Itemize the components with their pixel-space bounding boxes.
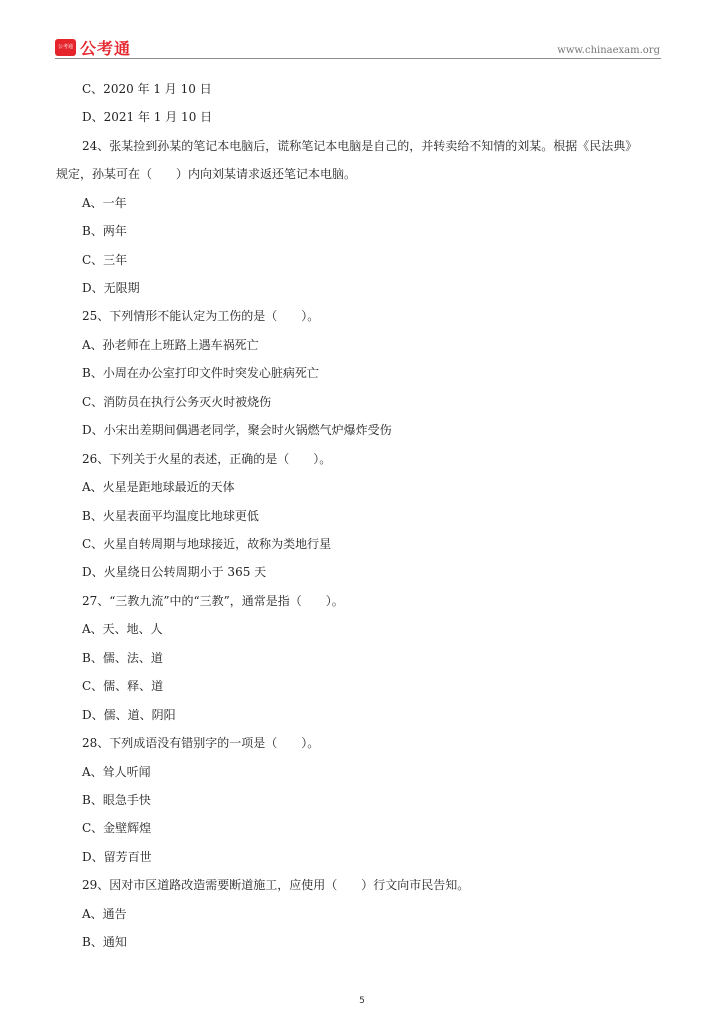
q25-option-d: D、小宋出差期间偶遇老同学，聚会时火锅燃气炉爆炸受伤 xyxy=(82,423,392,437)
q29-stem: 29、因对市区道路改造需要断道施工，应使用（ ）行文向市民告知。 xyxy=(82,878,470,892)
q28-option-c: C、金壁辉煌 xyxy=(82,821,152,835)
header-divider xyxy=(55,58,661,59)
q28-option-b: B、眼急手快 xyxy=(82,793,151,807)
q24-stem-line-1: 24、张某捡到孙某的笔记本电脑后，谎称笔记本电脑是自己的，并转卖给不知情的刘某。根据《民法典》 xyxy=(82,139,638,153)
q24-option-b: B、两年 xyxy=(82,224,127,238)
q28-option-d: D、留芳百世 xyxy=(82,850,152,864)
q29-option-a: A、通告 xyxy=(82,907,127,921)
page-number: 5 xyxy=(359,996,365,1006)
q24-option-c: C、三年 xyxy=(82,253,128,267)
q27-stem: 27、“三教九流”中的“三教”，通常是指（ ）。 xyxy=(82,594,344,608)
logo[interactable] xyxy=(55,36,131,59)
q25-option-a: A、孙老师在上班路上遇车祸死亡 xyxy=(82,338,259,352)
q29-option-b: B、通知 xyxy=(82,935,127,949)
q23-option-d: D、2021 年 1 月 10 日 xyxy=(82,110,213,124)
q24-option-a: A、一年 xyxy=(82,196,127,210)
q26-option-a: A、火星是距地球最近的天体 xyxy=(82,480,235,494)
q23-option-c: C、2020 年 1 月 10 日 xyxy=(82,82,212,96)
q27-option-a: A、天、地、人 xyxy=(82,622,163,636)
q28-stem: 28、下列成语没有错别字的一项是（ ）。 xyxy=(82,736,320,750)
q24-option-d: D、无限期 xyxy=(82,281,140,295)
q26-option-d: D、火星绕日公转周期小于 365 天 xyxy=(82,565,267,579)
site-url[interactable]: www.chinaexam.org xyxy=(557,45,660,56)
q27-option-d: D、儒、道、阴阳 xyxy=(82,708,176,722)
logo-text: 公考通 xyxy=(80,39,132,58)
q26-option-b: B、火星表面平均温度比地球更低 xyxy=(82,509,259,523)
q25-stem: 25、下列情形不能认定为工伤的是（ ）。 xyxy=(82,309,320,323)
q26-stem: 26、下列关于火星的表述，正确的是（ ）。 xyxy=(82,452,332,466)
logo-badge-icon: 公考通 xyxy=(55,39,76,56)
q26-option-c: C、火星自转周期与地球接近，故称为类地行星 xyxy=(82,537,332,551)
q25-option-b: B、小周在办公室打印文件时突发心脏病死亡 xyxy=(82,366,319,380)
q25-option-c: C、消防员在执行公务灭火时被烧伤 xyxy=(82,395,272,409)
q27-option-c: C、儒、释、道 xyxy=(82,679,164,693)
q24-stem-line-2: 规定，孙某可在（ ）内向刘某请求返还笔记本电脑。 xyxy=(56,167,357,181)
q28-option-a: A、耸人听闻 xyxy=(82,765,151,779)
q27-option-b: B、儒、法、道 xyxy=(82,651,163,665)
page-header xyxy=(0,0,724,62)
